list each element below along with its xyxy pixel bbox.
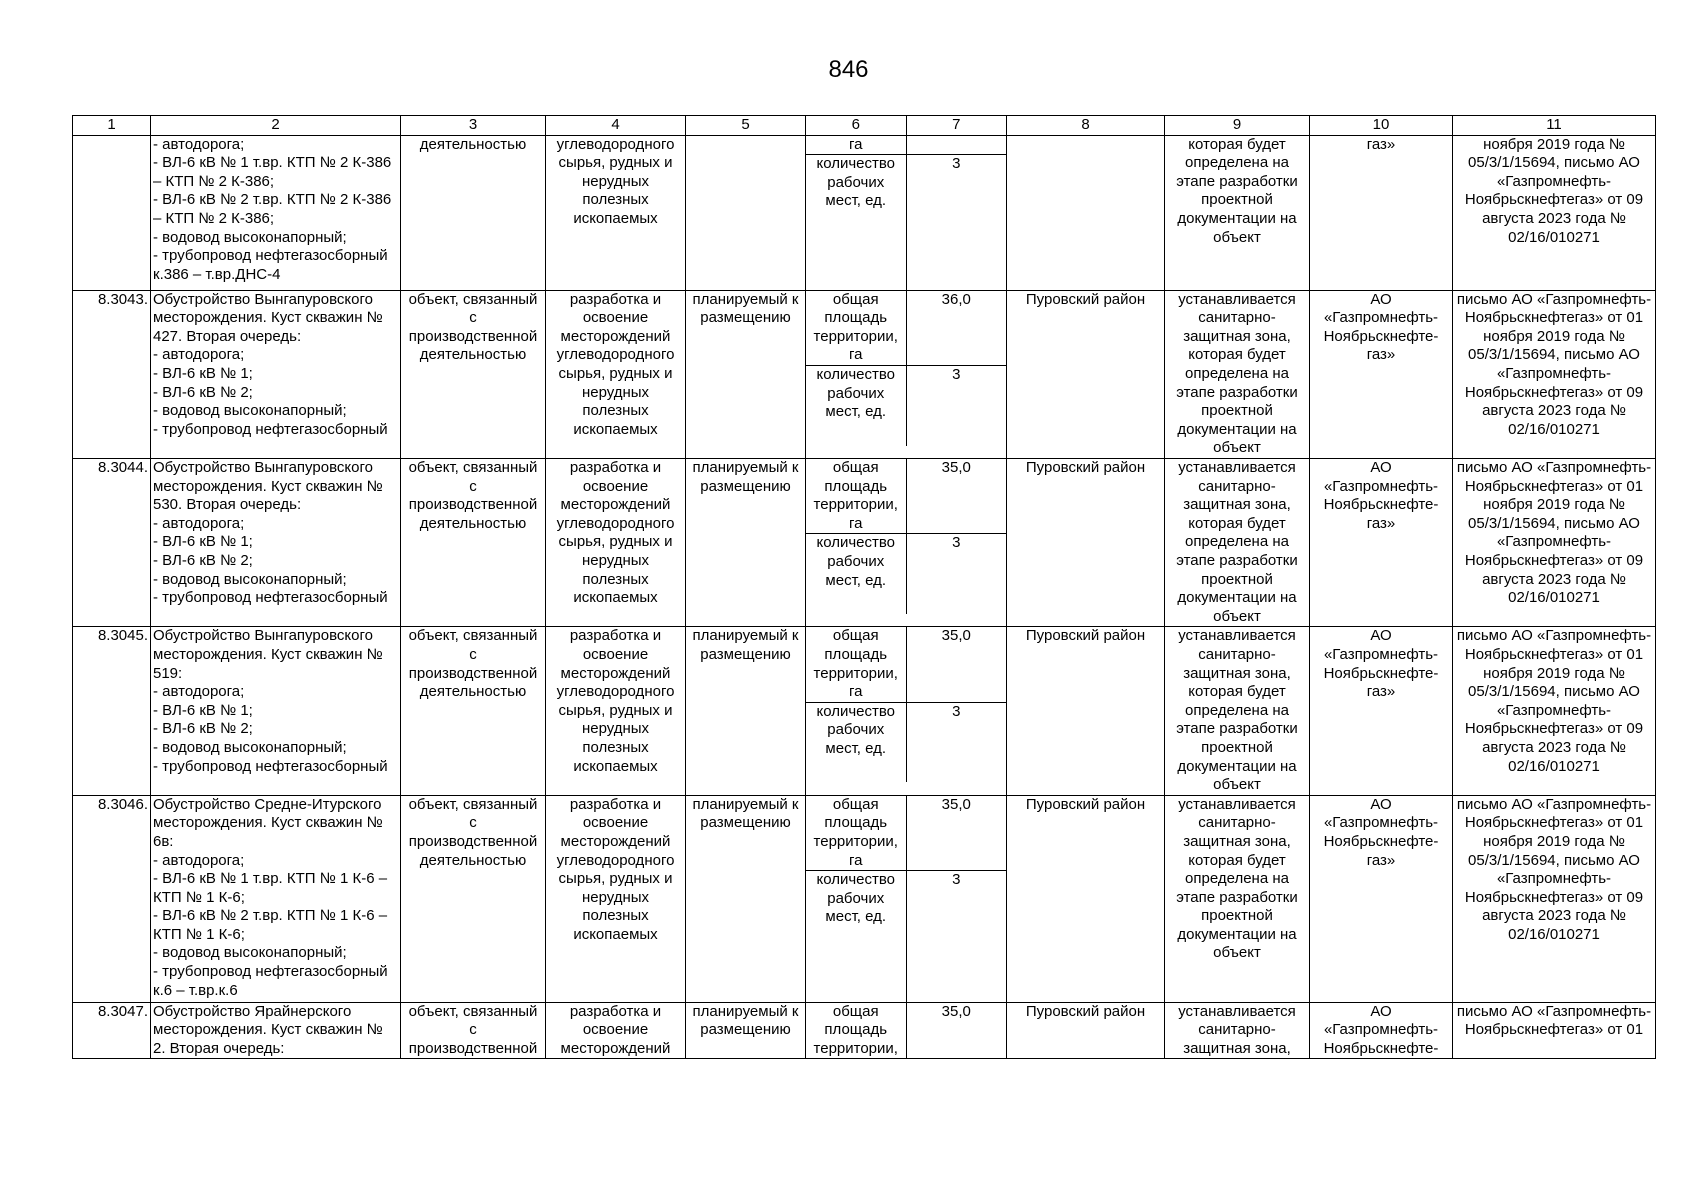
table-row [73,290,1656,458]
parameter-label: количество рабочих мест, ед. [806,534,906,614]
header-cell: 11 [1453,116,1656,136]
parameters-table [806,1003,1006,1059]
header-cell: 8 [1007,116,1165,136]
object-type: объект, связанный с производственной [401,1002,546,1059]
object-location: Пуровский район [1007,627,1165,795]
object-purpose: разработка и освоение месторождений углеводородного сырья, рудных и нерудных полезных ископаемых [546,627,686,795]
object-location [1007,135,1165,290]
basis-document: письмо АО «Газпромнефть-Ноябрьскнефтегаз» от 01 [1453,1002,1656,1059]
parameter-value: 35,0 [906,459,1006,534]
object-status [686,135,806,290]
row-number: 8.3046. [73,795,151,1002]
header-cell: 10 [1310,116,1453,136]
parameter-label: общая площадь территории, га [813,459,898,532]
parameter-value: 35,0 [906,796,1006,871]
object-parameters [806,627,1007,795]
object-parameters [806,1002,1007,1059]
object-status: планируемый к размещению [686,627,806,795]
object-location: Пуровский район [1007,290,1165,458]
header-cell: 2 [151,116,401,136]
object-parameters [806,459,1007,627]
object-name [151,627,401,795]
object-status: планируемый к размещению [686,290,806,458]
parameter-value: 35,0 [906,627,1006,702]
parameter-row [806,1003,1006,1059]
row-number: 8.3047. [73,1002,151,1059]
page-number: 846 [828,56,869,83]
parameter-row [806,871,1006,1002]
object-name-line: - ВЛ-6 кВ № 1 т.вр. КТП № 1 К-6 – КТП № 1 К-6; [153,870,388,906]
parameter-label: общая площадь территории, га [813,795,898,869]
table-row [73,627,1656,795]
row-number: 8.3045. [73,627,151,795]
parameters-table [806,459,1006,614]
object-purpose: разработка и освоение месторождений [546,1002,686,1059]
organization: АО «Газпромнефть-Ноябрьскнефте- [1310,1002,1453,1059]
object-name [151,795,401,1002]
header-cell: 7 [906,116,1007,136]
object-name [151,1002,401,1059]
parameter-value: 3 [906,534,1006,614]
parameter-value [906,136,1006,155]
parameter-label: общая площадь территории, [813,1002,898,1057]
parameter-value: 36,0 [906,291,1006,366]
object-type: объект, связанный с производственной деятельностью [401,795,546,1002]
object-name-line: - автодорога; [153,514,245,532]
object-name-line: Обустройство Вынгапуровского месторождения. Куст скважин № 530. Вторая очередь: [153,459,383,514]
parameter-value: 3 [906,702,1006,782]
object-name-line: - ВЛ-6 кВ № 1 т.вр. КТП № 2 К-386 – КТП № 2 К-386; [153,154,392,190]
parameter-label: общая площадь территории, га [813,627,898,701]
header-cell: 4 [546,116,686,136]
object-type: объект, связанный с производственной деятельностью [401,459,546,627]
organization: АО «Газпромнефть-Ноябрьскнефте-газ» [1310,795,1453,1002]
parameter-value: 3 [906,366,1006,446]
object-name-line: - ВЛ-6 кВ № 1; [153,701,253,719]
table-row [73,1002,1656,1059]
header-cell: 1 [73,116,151,136]
parameter-row [806,291,1006,366]
parameter-row [806,627,1006,702]
parameter-label: количество рабочих мест, ед. [806,702,906,782]
sanitary-zone: устанавливается санитарно-защитная зона, которая будет определена на этапе разработки проектной документации на объект [1165,795,1310,1002]
header-row [73,116,1656,136]
object-name-line: - трубопровод нефтегазосборный [153,757,388,775]
object-name [151,135,401,290]
object-name-line: Обустройство Вынгапуровского месторождения. Куст скважин № 519: [153,627,383,682]
object-parameters [806,795,1007,1002]
basis-document: письмо АО «Газпромнефть-Ноябрьскнефтегаз» от 01 ноября 2019 года № 05/3/1/15694, письмо АО «Газпромнефть-Ноябрьскнефтегаз» от 09 августа 2023 года № 02/16/010271 [1453,627,1656,795]
object-name-line: - водовод высоконапорный; [153,944,347,962]
header-cell: 5 [686,116,806,136]
header-cell: 3 [401,116,546,136]
object-name [151,290,401,458]
header-cell: 6 [806,116,907,136]
parameter-row [806,366,1006,446]
table-row [73,135,1656,290]
parameters-table [806,291,1006,446]
row-number: 8.3043. [73,290,151,458]
object-name-line: - ВЛ-6 кВ № 2 т.вр. КТП № 2 К-386 – КТП № 2 К-386; [153,191,392,227]
object-name-line: Обустройство Вынгапуровского месторождения. Куст скважин № 427. Вторая очередь: [153,290,383,345]
object-location: Пуровский район [1007,459,1165,627]
parameter-row [806,155,1006,290]
object-name-line: - трубопровод нефтегазосборный [153,420,388,438]
object-purpose: разработка и освоение месторождений углеводородного сырья, рудных и нерудных полезных ископаемых [546,290,686,458]
organization: АО «Газпромнефть-Ноябрьскнефте-газ» [1310,459,1453,627]
object-name-line: - трубопровод нефтегазосборный [153,589,388,607]
object-name-line: - автодорога; [153,683,245,701]
parameter-row [806,136,1006,155]
parameter-value: 3 [906,871,1006,1002]
object-status: планируемый к размещению [686,1002,806,1059]
row-number: 8.3044. [73,459,151,627]
object-name-line: - водовод высоконапорный; [153,228,347,246]
object-name-line: - ВЛ-6 кВ № 2; [153,552,253,569]
object-name-line: - водовод высоконапорный; [153,402,347,420]
parameter-label: количество рабочих мест, ед. [806,366,906,446]
object-type: деятельностью [401,135,546,290]
sanitary-zone: устанавливается санитарно-защитная зона, [1165,1002,1310,1059]
sanitary-zone: устанавливается санитарно-защитная зона, которая будет определена на этапе разработки проектной документации на объект [1165,627,1310,795]
organization: АО «Газпромнефть-Ноябрьскнефте-газ» [1310,290,1453,458]
parameter-row [806,534,1006,614]
object-parameters [806,290,1007,458]
sanitary-zone: устанавливается санитарно-защитная зона, которая будет определена на этапе разработки проектной документации на объект [1165,459,1310,627]
parameter-value: 3 [906,155,1006,290]
object-status: планируемый к размещению [686,459,806,627]
sanitary-zone: устанавливается санитарно-защитная зона, которая будет определена на этапе разработки проектной документации на объект [1165,290,1310,458]
parameter-label: количество рабочих мест, ед. [806,155,906,290]
parameters-table [806,136,1006,290]
table-row [73,795,1656,1002]
basis-document: письмо АО «Газпромнефть-Ноябрьскнефтегаз» от 01 ноября 2019 года № 05/3/1/15694, письмо АО «Газпромнефть-Ноябрьскнефтегаз» от 09 августа 2023 года № 02/16/010271 [1453,459,1656,627]
object-name-line: - автодорога; [153,135,245,153]
object-name [151,459,401,627]
object-parameters [806,135,1007,290]
object-name-line: - водовод высоконапорный; [153,570,347,588]
object-purpose: разработка и освоение месторождений углеводородного сырья, рудных и нерудных полезных ископаемых [546,459,686,627]
object-name-line: Обустройство Средне-Итурского месторождения. Куст скважин № 6в: [153,795,383,850]
object-name-line: - ВЛ-6 кВ № 2; [153,383,253,401]
parameter-label: количество рабочих мест, ед. [806,871,906,1002]
header-cell: 9 [1165,116,1310,136]
basis-document: ноября 2019 года № 05/3/1/15694, письмо АО «Газпромнефть-Ноябрьскнефтегаз» от 09 августа 2023 года № 02/16/010271 [1453,135,1656,290]
parameter-value: 35,0 [906,1003,1006,1059]
object-name-line: - ВЛ-6 кВ № 1; [153,533,253,551]
parameters-table [806,627,1006,782]
parameter-row [806,796,1006,871]
object-name-line: - автодорога; [153,851,245,869]
object-name-line: - ВЛ-6 кВ № 2 т.вр. КТП № 1 К-6 – КТП № 1 К-6; [153,907,388,943]
object-name-line: Обустройство Ярайнерского месторождения. Куст скважин № 2. Вторая очередь: [153,1002,383,1057]
sanitary-zone: которая будет определена на этапе разработки проектной документации на объект [1165,135,1310,290]
object-purpose: разработка и освоение месторождений углеводородного сырья, рудных и нерудных полезных ископаемых [546,795,686,1002]
object-name-line: - ВЛ-6 кВ № 2; [153,720,253,738]
object-status: планируемый к размещению [686,795,806,1002]
parameters-table [806,796,1006,1002]
object-location: Пуровский район [1007,1002,1165,1059]
object-type: объект, связанный с производственной деятельностью [401,290,546,458]
objects-table [72,115,1656,1059]
basis-document: письмо АО «Газпромнефть-Ноябрьскнефтегаз» от 01 ноября 2019 года № 05/3/1/15694, письмо АО «Газпромнефть-Ноябрьскнефтегаз» от 09 августа 2023 года № 02/16/010271 [1453,290,1656,458]
object-type: объект, связанный с производственной деятельностью [401,627,546,795]
organization: газ» [1310,135,1453,290]
object-location: Пуровский район [1007,795,1165,1002]
object-name-line: - трубопровод нефтегазосборный к.6 – т.вр.к.6 [153,963,388,999]
object-name-line: - ВЛ-6 кВ № 1; [153,365,253,383]
object-name-line: - автодорога; [153,346,245,364]
parameter-row [806,702,1006,782]
object-name-line: - водовод высоконапорный; [153,738,347,756]
organization: АО «Газпромнефть-Ноябрьскнефте-газ» [1310,627,1453,795]
table-row [73,459,1656,627]
object-purpose: углеводородного сырья, рудных и нерудных полезных ископаемых [546,135,686,290]
object-name-line: - трубопровод нефтегазосборный к.386 – т.вр.ДНС-4 [153,247,388,283]
parameter-label: га [849,135,863,153]
basis-document: письмо АО «Газпромнефть-Ноябрьскнефтегаз» от 01 ноября 2019 года № 05/3/1/15694, письмо АО «Газпромнефть-Ноябрьскнефтегаз» от 09 августа 2023 года № 02/16/010271 [1453,795,1656,1002]
parameter-label: общая площадь территории, га [813,290,898,364]
row-number [73,135,151,290]
parameter-row [806,459,1006,534]
